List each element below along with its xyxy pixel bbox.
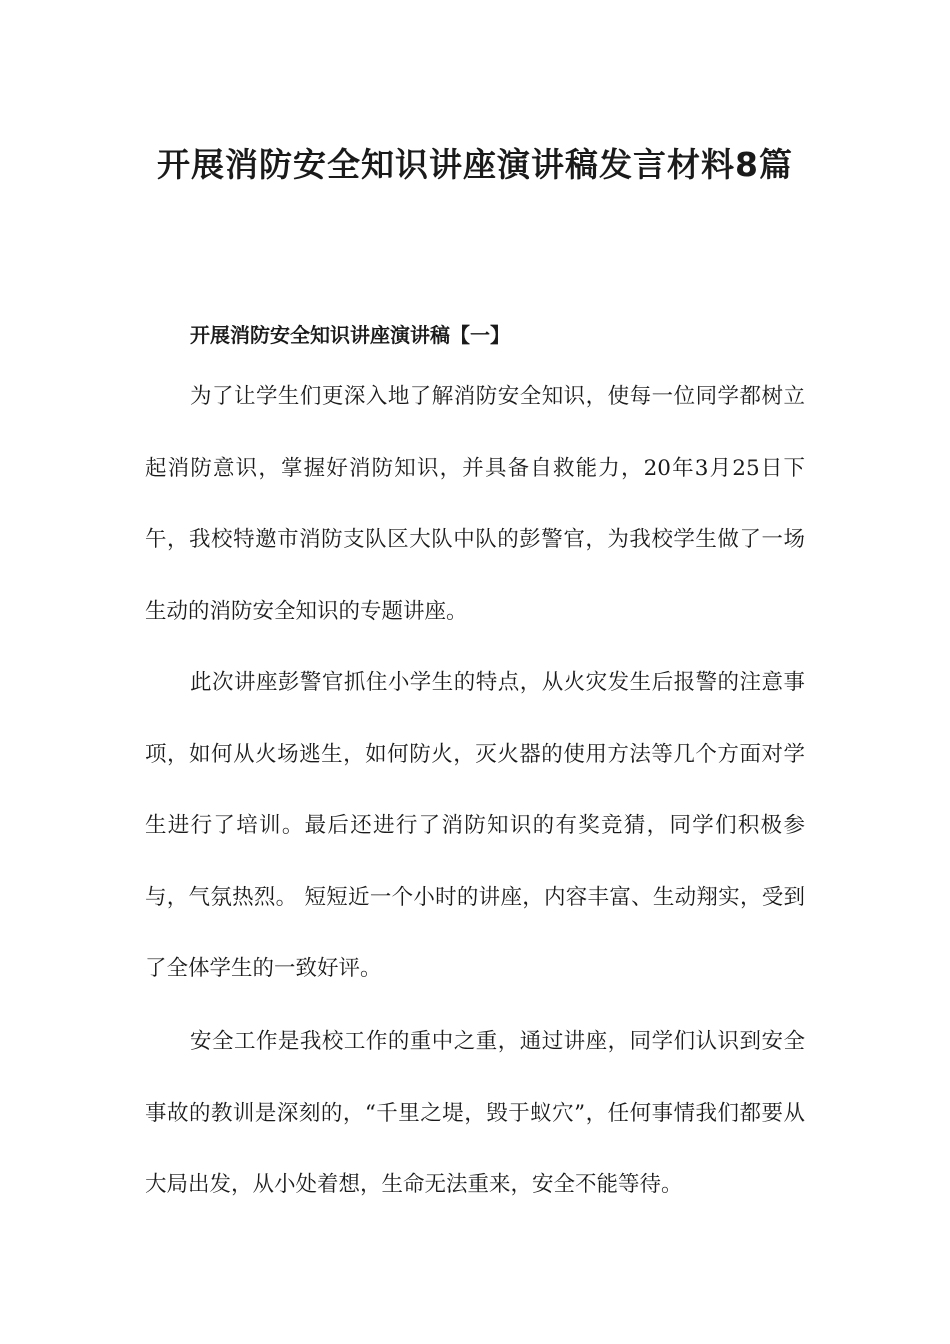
paragraph-2: 此次讲座彭警官抓住小学生的特点，从火灾发生后报警的注意事项，如何从火场逃生，如何防火，灭火器的使用方法等几个方面对学生进行了培训。最后还进行了消防知识的有奖竞猜，同学们积极参与，气氛热烈。 短短近一个小时的讲座，内容丰富、生动翔实，受到了全体学生的一致好评。 (145, 670, 805, 981)
document-title: 开展消防安全知识讲座演讲稿发言材料8篇 (157, 145, 793, 184)
section-heading: 开展消防安全知识讲座演讲稿【一】 (190, 323, 510, 347)
paragraph-1: 为了让学生们更深入地了解消防安全知识，使每一位同学都树立起消防意识，掌握好消防知识，并具备自救能力，20年3月25日下午，我校特邀市消防支队区大队中队的彭警官，为我校学生做了一场生动的消防安全知识的专题讲座。 (145, 384, 805, 624)
paragraph-3: 安全工作是我校工作的重中之重，通过讲座，同学们认识到安全事故的教训是深刻的，“千里之堤，毁于蚁穴”，任何事情我们都要从大局出发，从小处着想，生命无法重来，安全不能等待。 (145, 1029, 805, 1197)
